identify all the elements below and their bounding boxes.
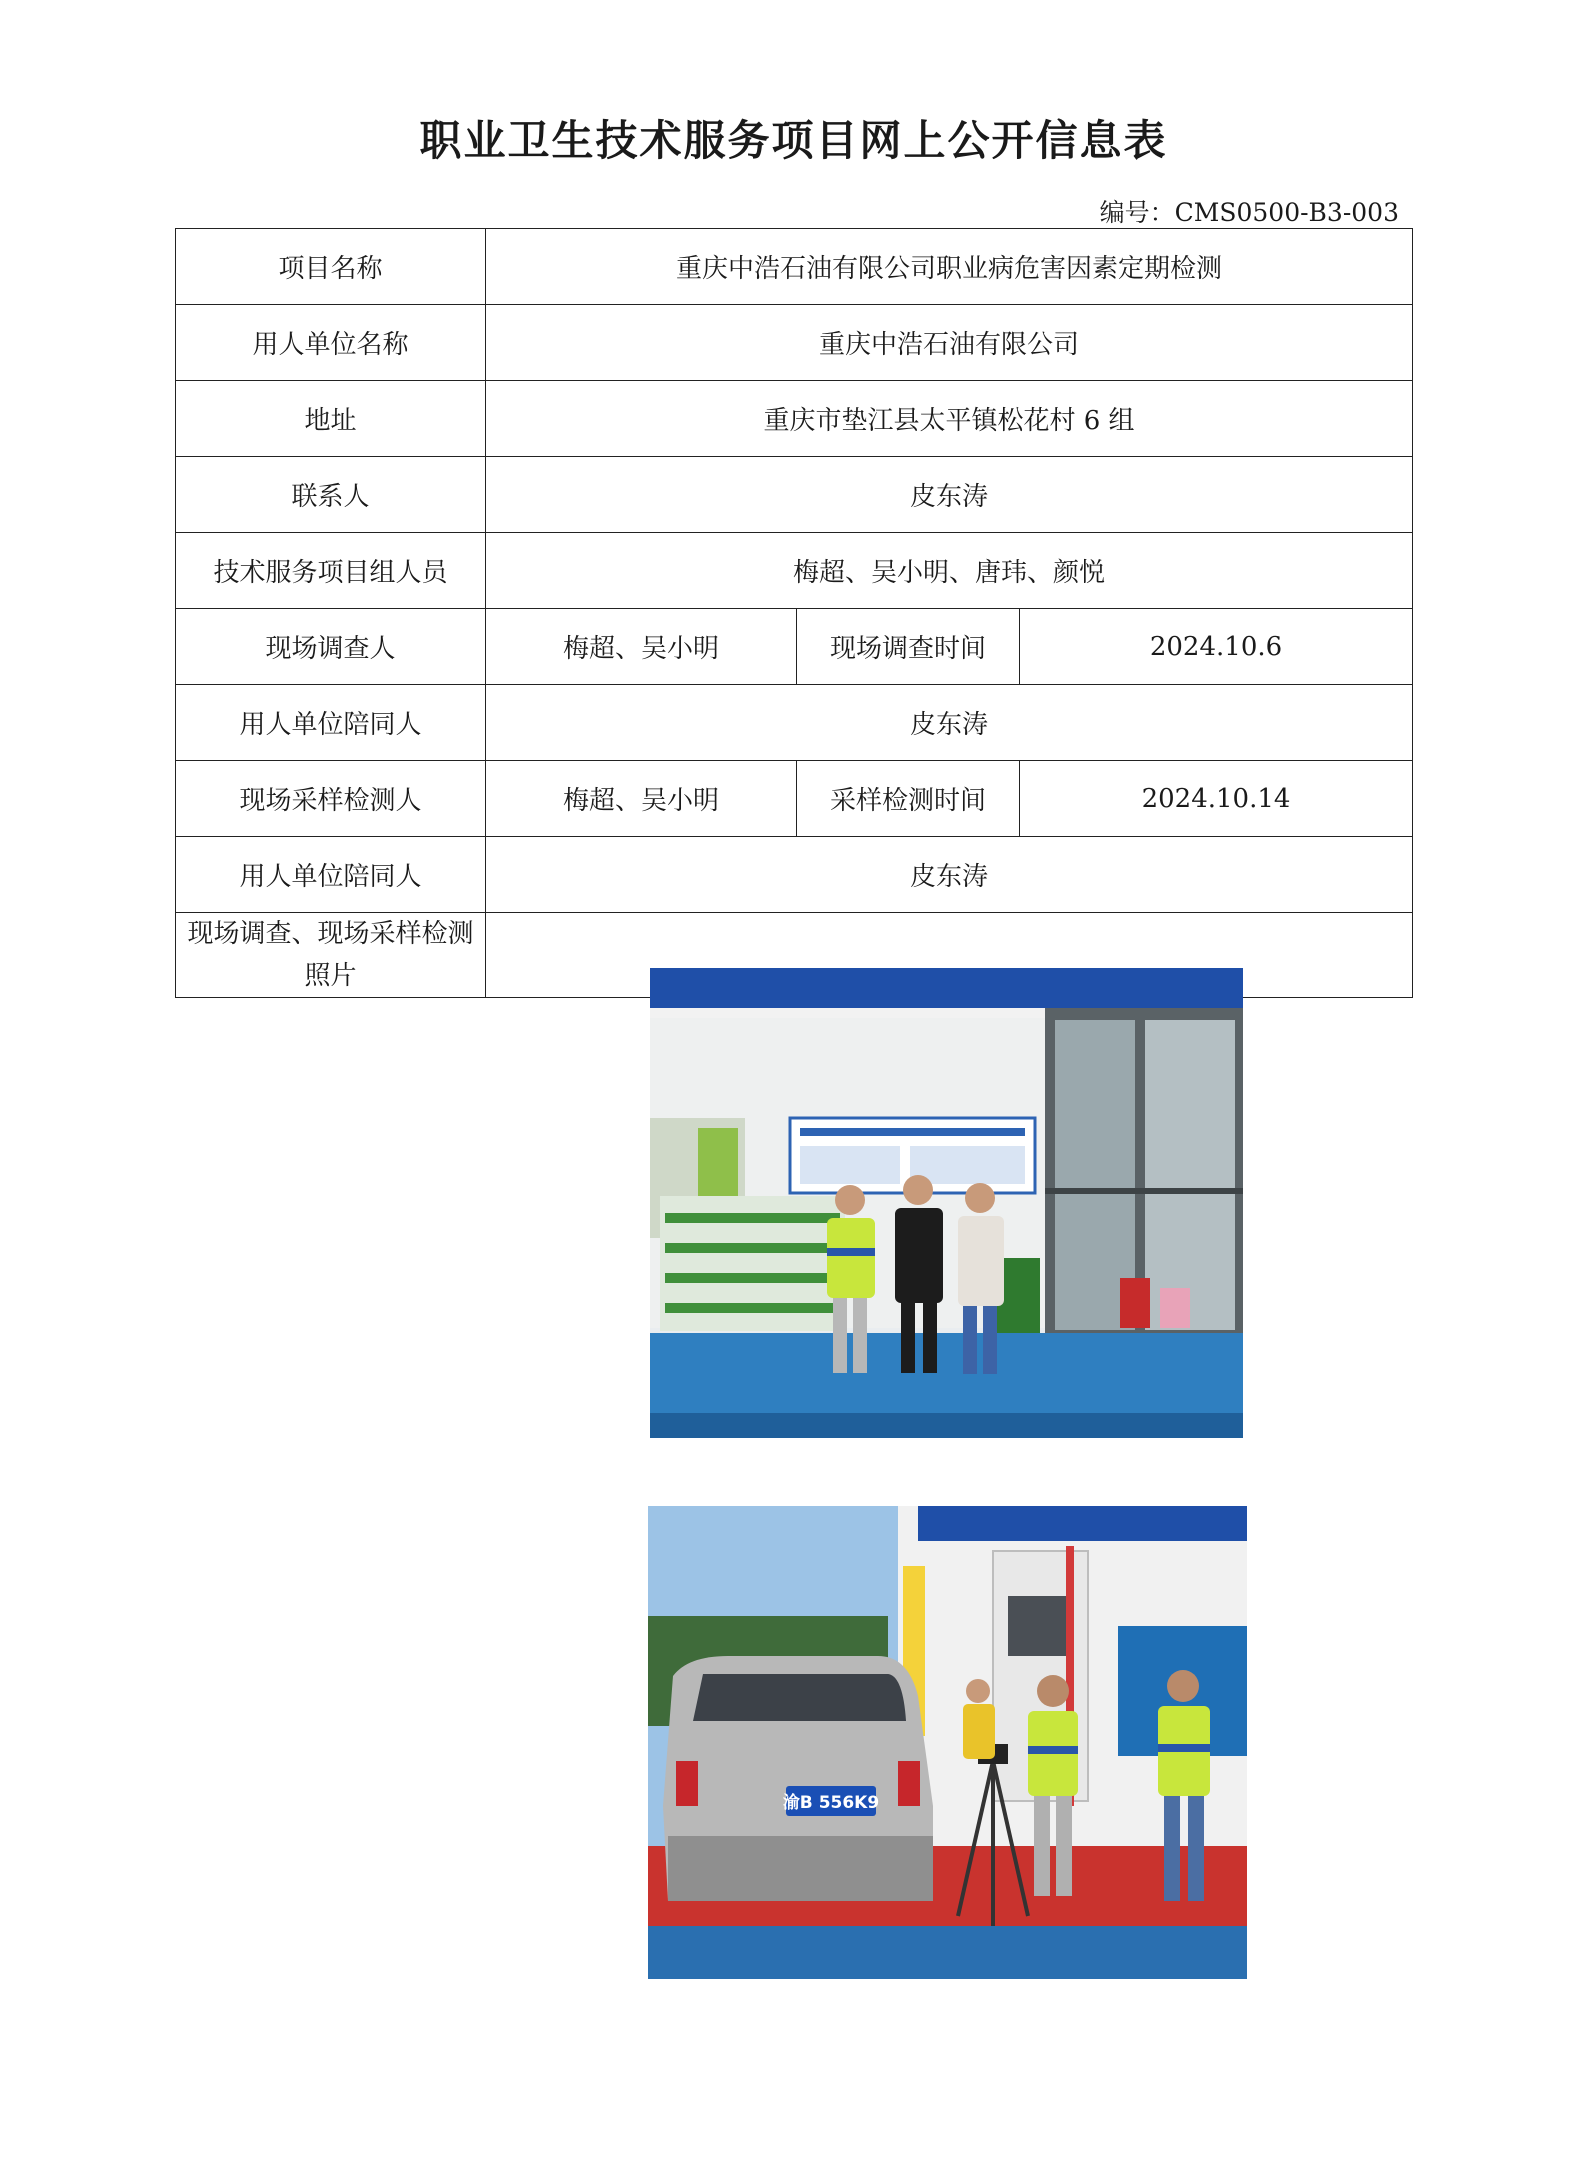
sampling-time-value: 2024.10.14	[1020, 761, 1413, 837]
survey-label: 现场调查人	[176, 609, 486, 685]
sampling-label: 现场采样检测人	[176, 761, 486, 837]
survey-escort-value: 皮东涛	[486, 685, 1413, 761]
project-name-label: 项目名称	[176, 229, 486, 305]
row-address	[176, 381, 1413, 457]
sampling-time-label: 采样检测时间	[797, 761, 1020, 837]
sampling-photo	[648, 1506, 1247, 1979]
contact-label: 联系人	[176, 457, 486, 533]
photos-label: 现场调查、现场采样检测照片	[176, 913, 486, 998]
team-label: 技术服务项目组人员	[176, 533, 486, 609]
row-sampling-escort	[176, 837, 1413, 913]
address-value: 重庆市垫江县太平镇松花村 6 组	[486, 381, 1413, 457]
row-sampling	[176, 761, 1413, 837]
row-survey-escort	[176, 685, 1413, 761]
survey-value: 梅超、吴小明	[486, 609, 797, 685]
document-title: 职业卫生技术服务项目网上公开信息表	[419, 116, 1168, 165]
employer-name-label: 用人单位名称	[176, 305, 486, 381]
survey-escort-label: 用人单位陪同人	[176, 685, 486, 761]
photos-cell	[486, 913, 1413, 1813]
row-employer-name	[176, 305, 1413, 381]
sampling-escort-label: 用人单位陪同人	[176, 837, 486, 913]
license-plate-text: 渝B 556K9	[782, 1793, 880, 1813]
row-project-name	[176, 229, 1413, 305]
row-team	[176, 533, 1413, 609]
contact-value: 皮东涛	[486, 457, 1413, 533]
sampling-escort-value: 皮东涛	[486, 837, 1413, 913]
project-name-value: 重庆中浩石油有限公司职业病危害因素定期检测	[486, 229, 1413, 305]
survey-time-value: 2024.10.6	[1020, 609, 1413, 685]
row-photos	[176, 913, 1413, 998]
sampling-value: 梅超、吴小明	[486, 761, 797, 837]
row-contact	[176, 457, 1413, 533]
survey-photo	[650, 968, 1243, 1438]
document-number: 编号：CMS0500-B3-003	[1099, 198, 1399, 227]
row-survey	[176, 609, 1413, 685]
info-table	[175, 228, 1413, 1813]
team-value: 梅超、吴小明、唐玮、颜悦	[486, 533, 1413, 609]
address-label: 地址	[176, 381, 486, 457]
employer-name-value: 重庆中浩石油有限公司	[486, 305, 1413, 381]
survey-time-label: 现场调查时间	[797, 609, 1020, 685]
